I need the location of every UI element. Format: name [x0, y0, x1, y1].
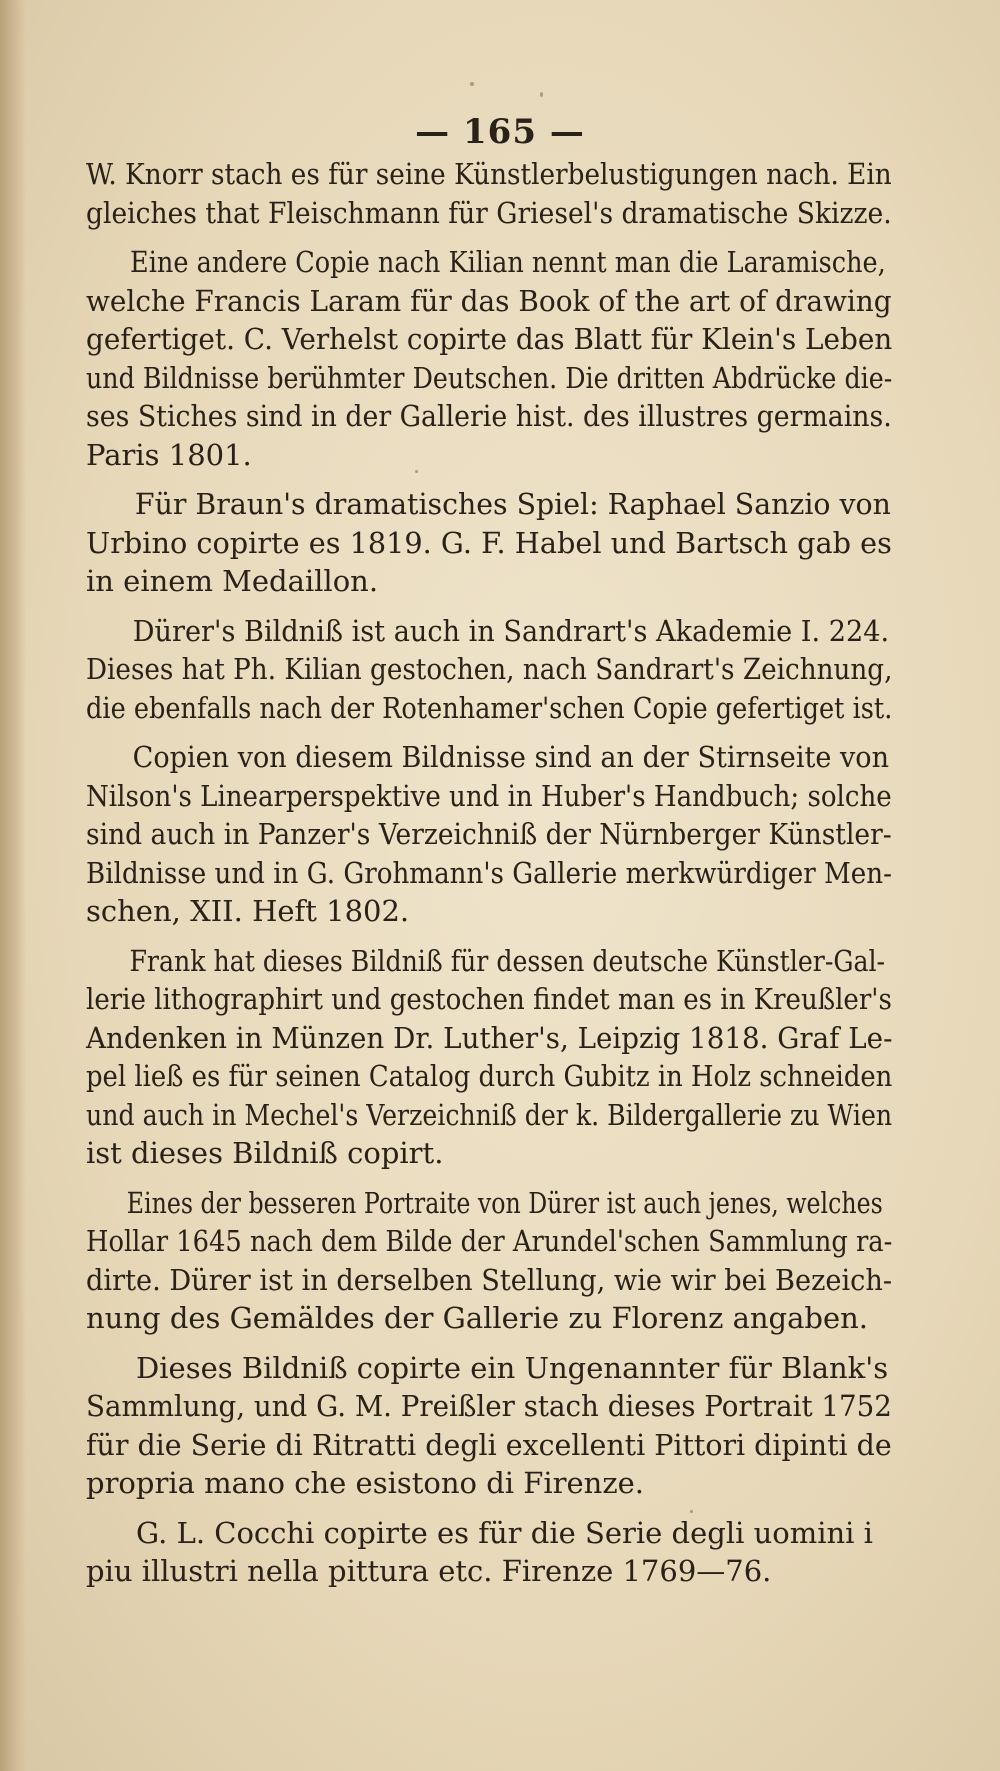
text-line: propria mano che esistono di Firenze. [86, 1466, 645, 1500]
text-line: welche Francis Laram für das Book of the art of drawing [86, 283, 892, 318]
paragraph [86, 1514, 892, 1591]
paragraph [86, 942, 892, 1173]
paragraph [86, 1184, 892, 1338]
text-line: W. Knorr stach es für seine Künstlerbelustigungen nach. Ein [86, 157, 892, 191]
body-text [86, 155, 892, 1591]
text-line: piu illustri nella pittura etc. Firenze 1769—76. [86, 1554, 772, 1588]
paper-speck [540, 92, 543, 97]
text-line: Dieses Bildniß copirte ein Ungenannter für Blank's [136, 1350, 889, 1385]
text-line: die ebenfalls nach der Rotenhamer'schen Copie gefertiget ist. [86, 690, 893, 725]
text-line: sind auch in Panzer's Verzeichniß der Nürnberger Künstler- [86, 817, 892, 851]
text-line: Paris 1801. [86, 437, 252, 472]
text-line: gleiches that Fleischmann für Griesel's dramatische Skizze. [86, 195, 892, 230]
text-line: gefertiget. C. Verhelst copirte das Blatt für Klein's Leben [86, 322, 893, 356]
text-line: und Bildnisse berühmter Deutschen. Die dritten Abdrücke die- [86, 360, 893, 395]
text-line: Nilson's Linearperspektive und in Huber's Handbuch; solche [86, 778, 892, 813]
text-line: Dieses hat Ph. Kilian gestochen, nach Sandrart's Zeichnung, [86, 652, 893, 686]
text-line: Sammlung, und G. M. Preißler stach dieses Portrait 1752 [86, 1389, 892, 1423]
text-line: in einem Medaillon. [86, 564, 379, 598]
paragraph [86, 738, 892, 931]
text-line: Hollar 1645 nach dem Bilde der Arundel'schen Sammlung ra- [86, 1224, 893, 1258]
text-line: Eines der besseren Portraite von Dürer ist auch jenes, welches [126, 1185, 883, 1220]
text-line: und auch in Mechel's Verzeichniß der k. Bildergallerie zu Wien [86, 1097, 893, 1132]
paragraph [86, 155, 892, 232]
text-line: pel ließ es für seinen Catalog durch Gubitz in Holz schneiden [86, 1059, 893, 1093]
text-line: lerie lithographirt und gestochen findet man es in Kreußler's [86, 982, 892, 1016]
text-line: nung des Gemäldes der Gallerie zu Florenz angaben. [86, 1301, 869, 1335]
text-line: Copien von diesem Bildnisse sind an der Stirnseite von [132, 740, 890, 774]
paragraph [86, 1349, 892, 1503]
page-number: — 165 — [415, 112, 585, 152]
text-line: Andenken in Münzen Dr. Luther's, Leipzig 1818. Graf Le- [86, 1020, 893, 1055]
text-line: G. L. Cocchi copirte es für die Serie degli uomini i [136, 1515, 873, 1550]
paragraph [86, 243, 892, 474]
text-line: Frank hat dieses Bildniß für dessen deutsche Künstler-Gal- [129, 943, 886, 978]
text-line: dirte. Dürer ist in derselben Stellung, wie wir bei Bezeich- [86, 1262, 893, 1297]
text-line: Eine andere Copie nach Kilian nennt man die Laramische, [130, 245, 886, 279]
page-gutter-shadow [0, 0, 26, 1771]
paragraph [86, 612, 892, 728]
text-line: ist dieses Bildniß copirt. [86, 1136, 444, 1170]
text-line: schen, XII. Heft 1802. [86, 894, 410, 928]
text-line: Urbino copirte es 1819. G. F. Habel und Bartsch gab es [86, 525, 892, 560]
text-line: für die Serie di Ritratti degli excellenti Pittori dipinti de [86, 1427, 892, 1462]
text-line: ses Stiches sind in der Gallerie hist. des illustres germains. [86, 399, 892, 433]
text-line: Bildnisse und in G. Grohmann's Gallerie merkwürdiger Men- [86, 855, 892, 890]
paragraph [86, 485, 892, 601]
paper-speck [470, 82, 474, 86]
text-line: Für Braun's dramatisches Spiel: Raphael Sanzio von [134, 487, 891, 521]
text-line: Dürer's Bildniß ist auch in Sandrart's Akademie I. 224. [132, 613, 890, 648]
